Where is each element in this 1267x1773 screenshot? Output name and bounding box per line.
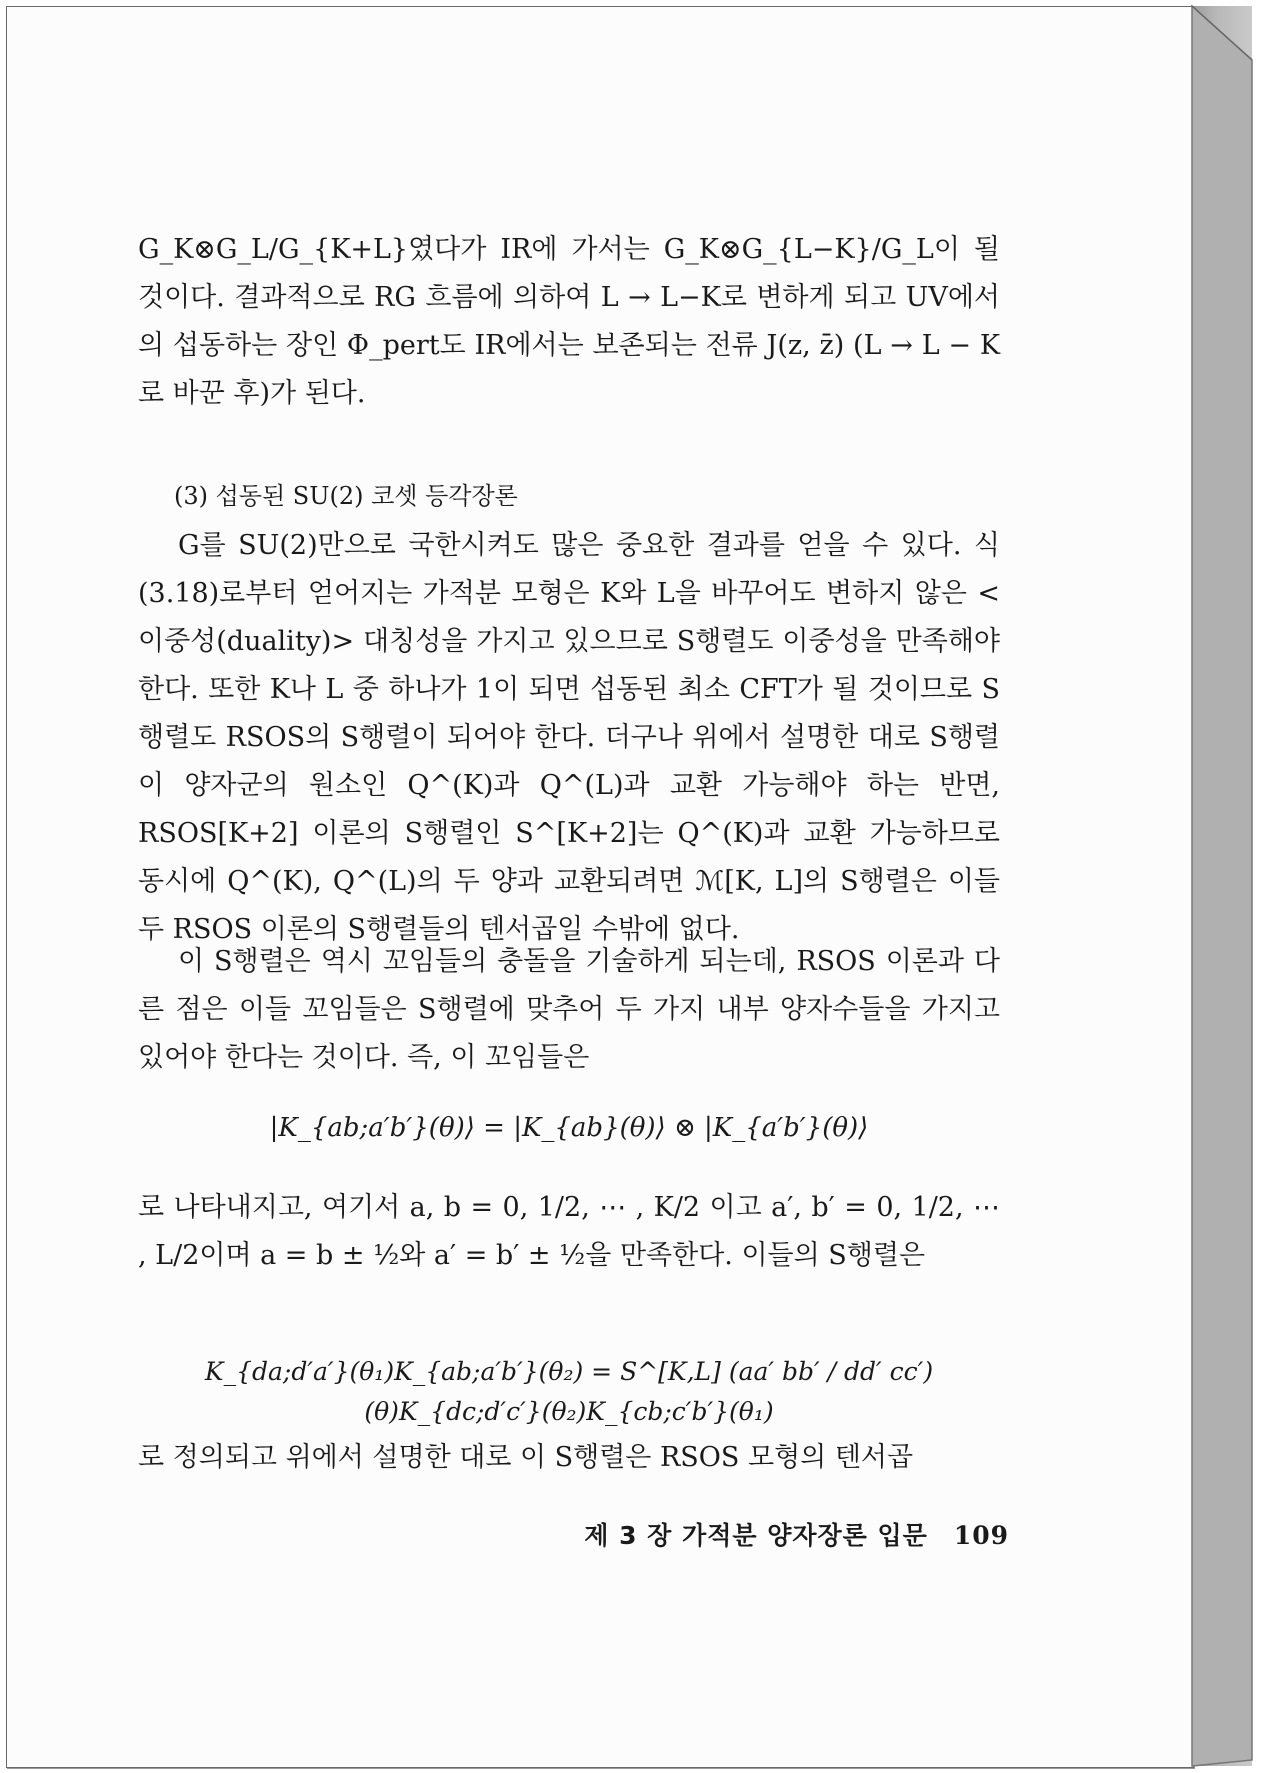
paragraph-2: G를 SU(2)만으로 국한시켜도 많은 중요한 결과를 얻을 수 있다. 식 (3.18)로부터 얻어지는 가적분 모형은 K와 L을 바꾸어도 변하지 않은 <이중성(duality)> 대칭성을 가지고 있으므로 S행렬도 이중성을 만족해야 한다. 또한 K나 L 중 하나가 1이 되면 섭동된 최소 CFT가 될 것이므로 S행렬도 RSOS의 S행렬이 되어야 한다. 더구나 위에서 설명한 대로 S행렬이 양자군의 원소인 Q^(K)과 Q^(L)과 교환 가능해야 하는 반면, RSOS[K+2] 이론의 S행렬인 S^[K+2]는 Q^(K)과 교환 가능하므로 동시에 Q^(K), Q^(L)의 두 양과 교환되려면 ℳ[K, L]의 S행렬은 이들 두 RSOS 이론의 S행렬들의 텐서곱일 수밖에 없다. [138,530,1000,945]
paragraph-5: 로 정의되고 위에서 설명한 대로 이 S행렬은 RSOS 모형의 텐서곱 [138,1442,914,1473]
section-heading: (3) 섭동된 SU(2) 코셋 등각장론 [174,482,518,510]
page-number: 109 [953,1521,1009,1550]
paragraph-4: 로 나타내지고, 여기서 a, b = 0, 1/2, ⋯ , K/2 이고 a′, b′ = 0, 1/2, ⋯ , L/2이며 a = b ± ½와 a′ = b′ ± ½을 만족한다. 이들의 S행렬은 [138,1192,1000,1271]
paragraph-3: 이 S행렬은 역시 꼬임들의 충돌을 기술하게 되는데, RSOS 이론과 다른 점은 이들 꼬임들은 S행렬에 맞추어 두 가지 내부 양자수들을 가지고 있어야 한다는 것이다. 즉, 이 꼬임들은 [138,946,1000,1073]
equation-kink-state: |K_{ab;a′b′}(θ)⟩ = |K_{ab}(θ)⟩ ⊗ |K_{a′b′}(θ)⟩ [269,1113,869,1143]
paragraph-1: G_K⊗G_L/G_{K+L}였다가 IR에 가서는 G_K⊗G_{L−K}/G_L이 될 것이다. 결과적으로 RG 흐름에 의하여 L → L−K로 변하게 되고 UV에서의 섭동하는 장인 Φ_pert도 IR에서는 보존되는 전류 J(z, z̄) (L → L − K로 바꾼 후)가 된다. [138,234,1000,409]
equation-s-matrix: K_{da;d′a′}(θ₁)K_{ab;a′b′}(θ₂) = S^[K,L] (aa′ bb′ / dd′ cc′)(θ)K_{dc;d′c′}(θ₂)K_{cb;c′b′}(θ₁) [204,1357,934,1426]
chapter-title: 제 3 장 가적분 양자장론 입문 [584,1521,928,1550]
page-footer [584,1518,1009,1554]
